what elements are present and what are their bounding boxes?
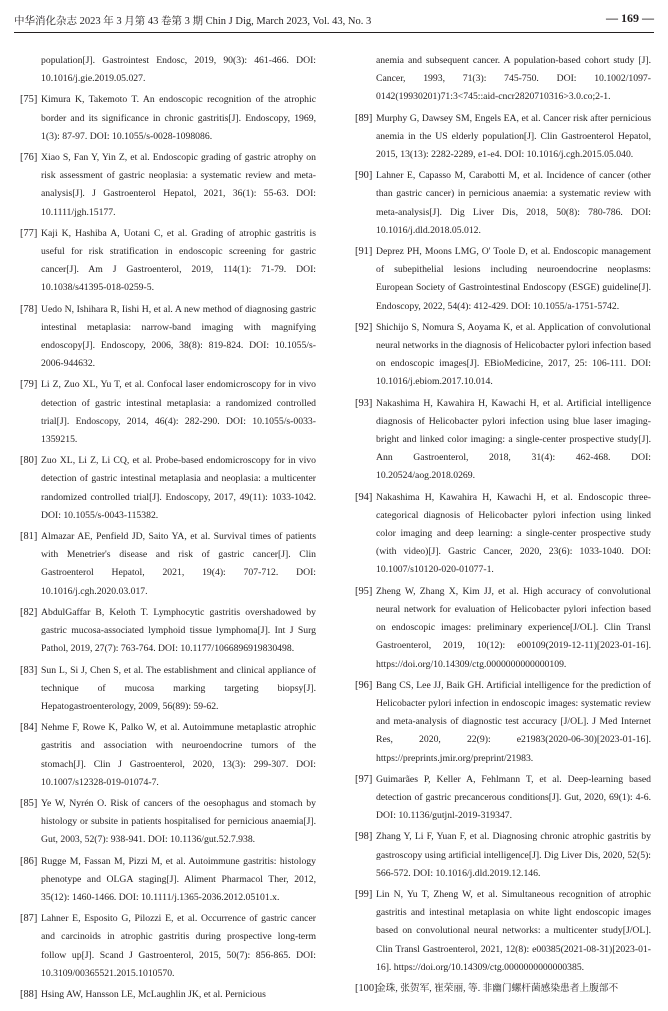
reference-number: [94] bbox=[355, 491, 373, 503]
reference-item bbox=[20, 376, 316, 449]
reference-number: [82] bbox=[20, 606, 38, 618]
reference-text: anemia and subsequent cancer. A population-based cohort study [J]. Cancer, 1993, 71(3): 745-750. DOI: 10.1002/1097-0142(19930201)71:3<745::aid-cncr2820710316>3.0.co;2-1. bbox=[376, 55, 651, 103]
reference-item bbox=[20, 604, 316, 659]
reference-text: Lahner E, Capasso M, Carabotti M, et al. Incidence of cancer (other than gastric cancer) in pernicious anaemia: a systematic review with meta-analysis[J]. Dig Liver Dis, 2018, 50(8): 780-786. DOI: 10.1016/j.dld.2018.05.012. bbox=[376, 170, 651, 236]
reference-text: Rugge M, Fassan M, Pizzi M, et al. Autoimmune gastritis: histology phenotype and OLGA staging[J]. Aliment Pharmacol Ther, 2012, 35(12): 1460-1466. DOI: 10.1111/j.1365-2036.2012.05101.x. bbox=[41, 855, 316, 903]
reference-text: Bang CS, Lee JJ, Baik GH. Artificial intelligence for the prediction of Helicobacter pylori infection in endoscopic images: systematic review and meta-analysis of diagnostic test accuracy [J/OL]. J Med Internet Res, 2020, 22(9): e21983(2020-06-30)[2023-01-16]. https://preprints.jmir.org/preprint/21983. bbox=[376, 679, 651, 764]
reference-number: [99] bbox=[355, 888, 373, 900]
reference-text: Zuo XL, Li Z, Li CQ, et al. Probe-based endomicroscopy for in vivo detection of gastric intestinal metaplasia and neoplasia: a multicenter randomized controlled trial[J]. Endoscopy, 2017, 49(11): 1033-1042. DOI: 10.1055/s-0043-115382. bbox=[41, 455, 316, 521]
reference-number: [91] bbox=[355, 246, 373, 258]
reference-text: Lahner E, Esposito G, Pilozzi E, et al. Occurrence of gastric cancer and carcinoids in atrophic gastritis during prospective long-term follow up[J]. Scand J Gastroenterol, 2015, 50(7): 856-865. DOI: 10.3109/00365521.2015.1010570. bbox=[41, 913, 316, 979]
reference-item bbox=[355, 243, 651, 316]
reference-text: AbdulGaffar B, Keloth T. Lymphocytic gastritis overshadowed by gastric mucosa-associated lymphoid tissue lymphoma[J]. Int J Surg Pathol, 2019, 27(7): 763-764. DOI: 10.1177/1066896919830498. bbox=[41, 606, 316, 655]
reference-number: [81] bbox=[20, 531, 38, 543]
reference-text: Nehme F, Rowe K, Palko W, et al. Autoimmune metaplastic atrophic gastritis and association with neuroendocrine tumors of the stomach[J]. Clin J Gastroenterol, 2020, 13(3): 299-307. DOI: 10.1007/s12328-019-01074-7. bbox=[41, 722, 316, 788]
reference-item bbox=[355, 489, 651, 580]
reference-number: [79] bbox=[20, 379, 38, 391]
reference-number: [97] bbox=[355, 773, 373, 785]
page-header bbox=[14, 10, 654, 33]
reference-number: [96] bbox=[355, 679, 373, 691]
reference-item bbox=[20, 301, 316, 374]
reference-number: [89] bbox=[355, 112, 373, 124]
reference-item bbox=[20, 853, 316, 908]
right-reference-column bbox=[355, 52, 651, 1001]
reference-item bbox=[20, 452, 316, 525]
reference-item bbox=[20, 528, 316, 601]
reference-number: [86] bbox=[20, 855, 38, 867]
reference-text: Hsing AW, Hansson LE, McLaughlin JK, et al. Pernicious bbox=[41, 988, 266, 1000]
reference-item bbox=[20, 662, 316, 717]
reference-text: 金珠, 张贺军, 崔荣丽, 等. 非幽门螺杆菌感染患者上腹部不 bbox=[376, 982, 619, 994]
reference-item bbox=[20, 719, 316, 792]
reference-number: [84] bbox=[20, 722, 38, 734]
reference-number: [90] bbox=[355, 170, 373, 182]
reference-number: [92] bbox=[355, 321, 373, 333]
reference-item bbox=[20, 986, 316, 1004]
reference-text: Li Z, Zuo XL, Yu T, et al. Confocal laser endomicroscopy for in vivo detection of gastric intestinal metaplasia: a randomized controlled trial[J]. Endoscopy, 2014, 46(4): 282-290. DOI: 10.1055/s-0033-1359215. bbox=[41, 379, 316, 446]
reference-item bbox=[355, 771, 651, 826]
reference-text: Nakashima H, Kawahira H, Kawachi H, et al. Endoscopic three-categorical diagnosis of Helicobacter pylori infection using linked color imaging and deep learning: a single-center prospective study (with video)[J]. Gastric Cancer, 2020, 23(6): 1033-1040. DOI: 10.1007/s10120-020-01077-1. bbox=[376, 491, 651, 576]
reference-number: [93] bbox=[355, 397, 373, 409]
reference-text: Shichijo S, Nomura S, Aoyama K, et al. Application of convolutional neural networks in the diagnosis of Helicobacter pylori infection based on endoscopic images[J]. EBioMedicine, 2017, 25: 106-111. DOI: 10.1016/j.ebiom.2017.10.014. bbox=[376, 321, 651, 388]
reference-text: Kaji K, Hashiba A, Uotani C, et al. Grading of atrophic gastritis is useful for risk stratification in endoscopic screening for gastric cancer[J]. Am J Gastroenterol, 2019, 114(1): 71-79. DOI: 10.1038/s41395-018-0259-5. bbox=[41, 227, 316, 294]
reference-number: [87] bbox=[20, 913, 38, 925]
reference-item bbox=[355, 583, 651, 674]
reference-number: [98] bbox=[355, 831, 373, 843]
reference-text: Uedo N, Ishihara R, Iishi H, et al. A new method of diagnosing gastric intestinal metaplasia: narrow-band imaging with magnifying endoscopy[J]. Endoscopy, 2006, 38(8): 819-824. DOI: 10.1055/s-2006-944632. bbox=[41, 303, 316, 370]
reference-number: [85] bbox=[20, 797, 38, 809]
reference-number: [80] bbox=[20, 455, 38, 467]
page-number: — 169 — bbox=[606, 11, 654, 25]
reference-number: [77] bbox=[20, 227, 38, 239]
reference-text: Ye W, Nyrén O. Risk of cancers of the oesophagus and stomach by histology or subsite in patients hospitalised for pernicious anaemia[J]. Gut, 2003, 52(7): 938-941. DOI: 10.1136/gut.52.7.938. bbox=[41, 797, 316, 846]
reference-number: [83] bbox=[20, 664, 38, 676]
reference-number: [88] bbox=[20, 988, 38, 1000]
reference-text: Nakashima H, Kawahira H, Kawachi H, et al. Artificial intelligence diagnosis of Helicobacter pylori infection using blue laser imaging-bright and linked color imaging: a single-center prospective study[J]. Ann Gastroenterol, 2018, 31(4): 462-468. DOI: 10.20524/aog.2018.0269. bbox=[376, 397, 651, 482]
reference-item bbox=[20, 149, 316, 222]
reference-text: Murphy G, Dawsey SM, Engels EA, et al. Cancer risk after pernicious anemia in the US elderly population[J]. Clin Gastroenterol Hepatol, 2015, 13(13): 2282-2289, e1-e4. DOI: 10.1016/j.cgh.2015.05.040. bbox=[376, 112, 651, 161]
reference-item bbox=[20, 910, 316, 983]
reference-text: Sun L, Si J, Chen S, et al. The establishment and clinical appliance of technique of mucosa marking targeting biopsy[J]. Hepatogastroenterology, 2009, 56(89): 59-62. bbox=[41, 664, 316, 712]
reference-item bbox=[355, 52, 651, 107]
reference-text: Zheng W, Zhang X, Kim JJ, et al. High accuracy of convolutional neural network for evaluation of Helicobacter pylori infection based on endoscopic images: preliminary experience[J/OL]. Clin Transl Gastroenterol, 2019, 10(12): e00109(2019-12-11)[2023-01-16]. https://doi.org/10.14309/ctg.0000000000000109. bbox=[376, 585, 651, 670]
reference-text: Zhang Y, Li F, Yuan F, et al. Diagnosing chronic atrophic gastritis by gastroscopy using artificial intelligence[J]. Dig Liver Dis, 2020, 52(5): 566-572. DOI: 10.1016/j.dld.2019.12.146. bbox=[376, 831, 651, 879]
reference-item bbox=[355, 828, 651, 883]
reference-item bbox=[20, 52, 316, 88]
reference-number: [95] bbox=[355, 585, 373, 597]
reference-item bbox=[355, 677, 651, 768]
journal-info: 中华消化杂志 2023 年 3 月第 43 卷第 3 期 Chin J Dig, March 2023, Vol. 43, No. 3 bbox=[14, 16, 372, 27]
reference-item bbox=[20, 225, 316, 298]
reference-number: [75] bbox=[20, 94, 38, 106]
reference-text: population[J]. Gastrointest Endosc, 2019, 90(3): 461-466. DOI: 10.1016/j.gie.2019.05.027. bbox=[41, 55, 316, 85]
reference-item bbox=[20, 91, 316, 146]
reference-text: Xiao S, Fan Y, Yin Z, et al. Endoscopic grading of gastric atrophy on risk assessment of gastric neoplasia: a systematic review and meta-analysis[J]. J Gastroenterol Hepatol, 2021, 36(1): 55-63. DOI: 10.1111/jgh.15177. bbox=[41, 152, 316, 218]
reference-text: Guimarães P, Keller A, Fehlmann T, et al. Deep-learning based detection of gastric precancerous conditions[J]. Gut, 2020, 69(1): 4-6. DOI: 10.1136/gutjnl-2019-319347. bbox=[376, 773, 651, 822]
reference-number: [76] bbox=[20, 152, 38, 164]
reference-number: [100] bbox=[355, 982, 378, 994]
reference-item bbox=[355, 980, 651, 998]
reference-item bbox=[20, 795, 316, 850]
reference-text: Lin N, Yu T, Zheng W, et al. Simultaneous recognition of atrophic gastritis and intestinal metaplasia on white light endoscopic images based on convolutional neural networks: a multicenter study[J/OL]. Clin Transl Gastroenterol, 2021, 12(8): e00385(2021-08-31)[2023-01-16]. https://doi.org/10.14309/ctg.0000000000000385. bbox=[376, 888, 651, 973]
reference-item bbox=[355, 110, 651, 165]
reference-number: [78] bbox=[20, 303, 38, 315]
reference-item bbox=[355, 319, 651, 392]
reference-text: Kimura K, Takemoto T. An endoscopic recognition of the atrophic border and its significance in chronic gastritis[J]. Endoscopy, 1969, 1(3): 87-97. DOI: 10.1055/s-0028-1098086. bbox=[41, 94, 316, 142]
reference-item bbox=[355, 395, 651, 486]
reference-text: Deprez PH, Moons LMG, O' Toole D, et al. Endoscopic management of subepithelial lesions including neuroendocrine neoplasms: European Society of Gastrointestinal Endoscopy (ESGE) guideline[J]. Endoscopy, 2022, 54(4): 412-429. DOI: 10.1055/a-1751-5742. bbox=[376, 246, 651, 312]
reference-item bbox=[355, 167, 651, 240]
left-reference-column bbox=[20, 52, 316, 1007]
reference-item bbox=[355, 886, 651, 977]
reference-text: Almazar AE, Penfield JD, Saito YA, et al. Survival times of patients with Menetrier's disease and risk of gastric cancer[J]. Clin Gastroenterol Hepatol, 2021, 19(4): 707-712. DOI: 10.1016/j.cgh.2020.03.017. bbox=[41, 531, 316, 597]
